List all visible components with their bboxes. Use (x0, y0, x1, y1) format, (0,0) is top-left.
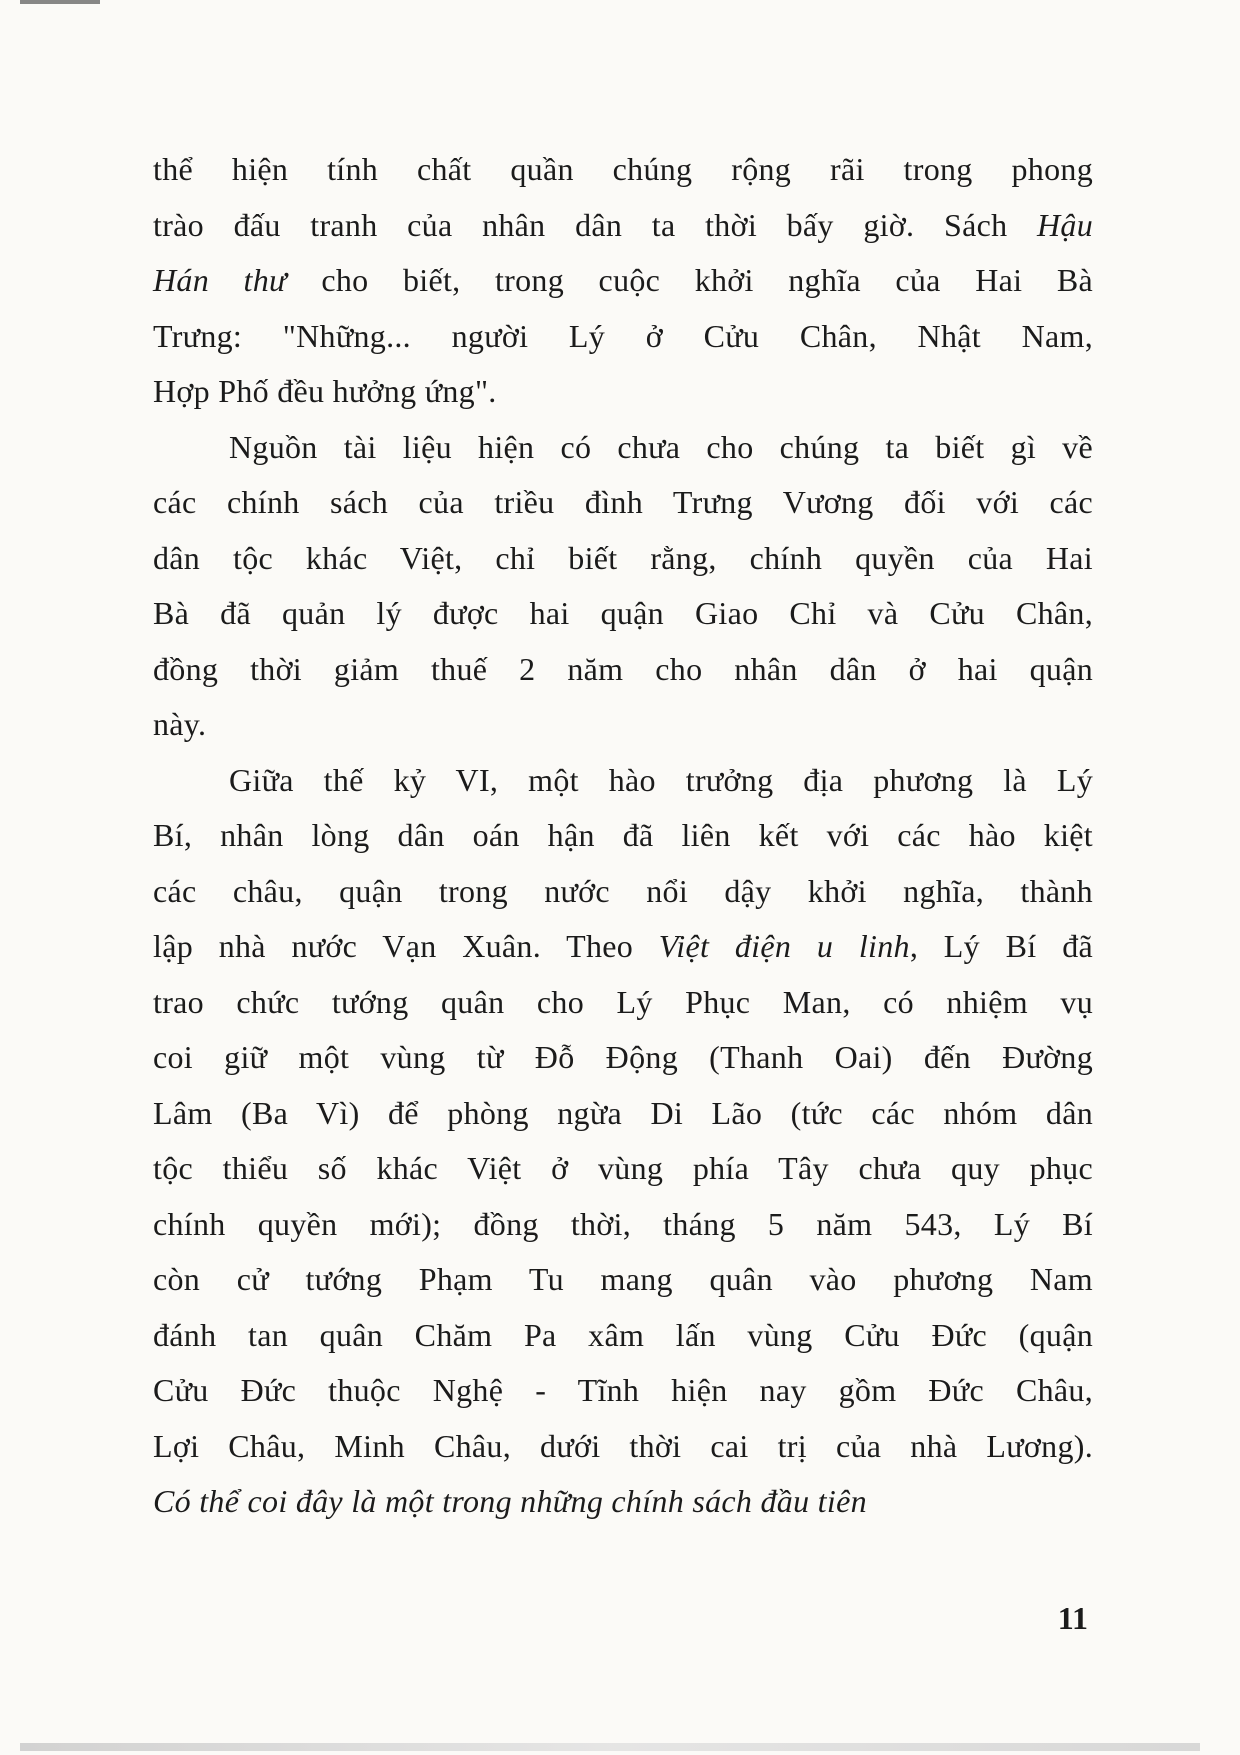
text-line (153, 253, 1093, 309)
text-line (153, 1197, 1093, 1253)
italic-text-segment: Hán thư (153, 262, 287, 298)
text-segment: thể hiện tính chất quần chúng rộng rãi trong phong (153, 151, 1093, 187)
text-line (153, 642, 1093, 698)
text-segment: chính quyền mới); đồng thời, tháng 5 năm 543, Lý Bí (153, 1205, 1093, 1242)
text-segment: Lâm (Ba Vì) để phòng ngừa Di Lão (tức các nhóm dân (153, 1094, 1093, 1131)
text-segment: Bí, nhân lòng dân oán hận đã liên kết với các hào kiệt (153, 817, 1093, 853)
text-line (153, 198, 1093, 254)
text-line (153, 864, 1093, 920)
text-line (153, 1141, 1093, 1197)
text-line (153, 1474, 1093, 1530)
text-line (153, 586, 1093, 642)
text-segment: Bà đã quản lý được hai quận Giao Chỉ và Cửu Chân, (153, 595, 1093, 631)
text-segment: dân tộc khác Việt, chỉ biết rằng, chính quyền của Hai (153, 539, 1093, 576)
text-segment: cho biết, trong cuộc khởi nghĩa của Hai Bà (286, 262, 1093, 298)
text-segment: lập nhà nước Vạn Xuân. Theo (153, 928, 659, 964)
text-segment: còn cử tướng Phạm Tu mang quân vào phương Nam (153, 1261, 1093, 1297)
text-line (153, 1308, 1093, 1364)
text-segment: Cửu Đức thuộc Nghệ - Tĩnh hiện nay gồm Đức Châu, (153, 1372, 1093, 1408)
text-segment: Lợi Châu, Minh Châu, dưới thời cai trị của nhà Lương). (153, 1427, 1093, 1464)
text-line (153, 1363, 1093, 1419)
paragraph (153, 420, 1093, 753)
text-line (153, 420, 1093, 476)
text-line (153, 697, 1093, 753)
text-segment: trao chức tướng quân cho Lý Phục Man, có nhiệm vụ (153, 983, 1093, 1020)
text-line (153, 975, 1093, 1031)
text-segment: , Lý Bí đã (909, 928, 1093, 964)
text-segment: tộc thiểu số khác Việt ở vùng phía Tây chưa quy phục (153, 1150, 1093, 1186)
text-line (153, 364, 1093, 420)
text-line (153, 1252, 1093, 1308)
text-line (153, 475, 1093, 531)
text-segment: trào đấu tranh của nhân dân ta thời bấy giờ. Sách (153, 206, 1037, 243)
text-line (153, 753, 1093, 809)
text-segment: Giữa thế kỷ VI, một hào trưởng địa phương là Lý (229, 761, 1093, 798)
text-segment: Nguồn tài liệu hiện có chưa cho chúng ta biết gì về (229, 428, 1093, 465)
text-line (153, 1419, 1093, 1475)
paragraph (153, 753, 1093, 1530)
italic-text-segment: Có thể coi đây là một trong những chính sách đầu tiên (153, 1483, 867, 1519)
scan-edge-top (20, 0, 100, 4)
text-segment: các châu, quận trong nước nổi dậy khởi nghĩa, thành (153, 872, 1093, 909)
italic-text-segment: Việt điện u linh (658, 928, 910, 964)
text-line (153, 1030, 1093, 1086)
text-line (153, 309, 1093, 365)
page-number: 11 (1057, 1600, 1088, 1636)
scan-edge-bottom (20, 1743, 1200, 1751)
text-line (153, 1086, 1093, 1142)
page-body (153, 142, 1093, 1530)
text-segment: đồng thời giảm thuế 2 năm cho nhân dân ở hai quận (153, 650, 1093, 687)
italic-text-segment: Hậu (1036, 206, 1093, 243)
text-segment: Trưng: "Những... người Lý ở Cửu Chân, Nhật Nam, (153, 317, 1093, 354)
text-line (153, 531, 1093, 587)
text-segment: Hợp Phố đều hưởng ứng". (153, 373, 497, 409)
text-segment: các chính sách của triều đình Trưng Vương đối với các (153, 484, 1093, 520)
text-line (153, 919, 1093, 975)
text-line (153, 808, 1093, 864)
text-segment: đánh tan quân Chăm Pa xâm lấn vùng Cửu Đức (quận (153, 1316, 1093, 1353)
text-segment: này. (153, 706, 207, 742)
text-line (153, 142, 1093, 198)
text-segment: coi giữ một vùng từ Đỗ Động (Thanh Oai) đến Đường (153, 1039, 1093, 1075)
paragraph (153, 142, 1093, 420)
